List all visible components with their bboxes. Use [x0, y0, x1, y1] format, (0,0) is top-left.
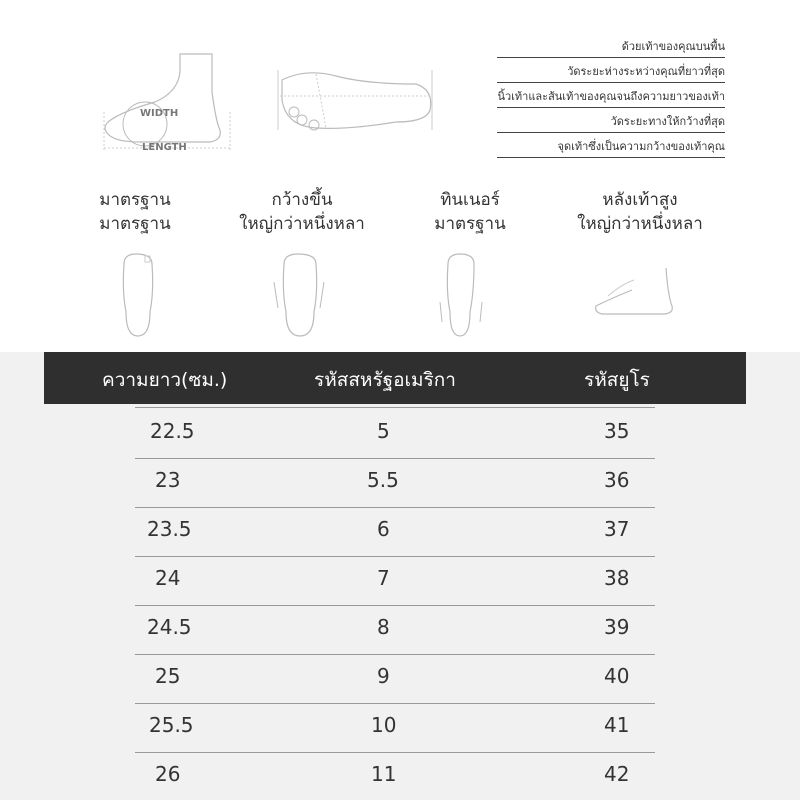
- high-instep-foot-icon: [592, 266, 682, 326]
- foot-type-high-instep: หลังเท้าสูง ใหญ่กว่าหนึ่งหลา: [577, 190, 703, 234]
- foot-type-standard: มาตรฐาน มาตรฐาน: [99, 190, 171, 234]
- instruction-line: จุดเท้าซึ่งเป็นความกว้างของเท้าคุณ: [557, 140, 725, 153]
- foot-type-wide: กว้างขึ้น ใหญ่กว่าหนึ่งหลา: [239, 190, 365, 234]
- instruction-line: นิ้วเท้าและส้นเท้าของคุณจนถึงความยาวของเท้า: [497, 90, 725, 103]
- measure-instructions: [497, 36, 725, 161]
- table-row: 24.5 8 39: [135, 605, 655, 655]
- foot-type-thin: ทินเนอร์ มาตรฐาน: [434, 190, 506, 234]
- standard-foot-icon: [118, 252, 158, 342]
- side-foot-diagram: [100, 52, 240, 162]
- sole-foot-icon: [276, 70, 436, 140]
- header-eu: รหัสยูโร: [584, 369, 650, 391]
- wide-foot-icon: [270, 252, 330, 342]
- table-row: 25 9 40: [135, 654, 655, 704]
- length-label: LENGTH: [142, 142, 187, 153]
- table-row: 26 11 42: [155, 762, 630, 786]
- table-row: 22.5 5 35: [135, 409, 655, 459]
- table-row: 25.5 10 41: [135, 703, 655, 753]
- table-row: 23.5 6 37: [135, 507, 655, 557]
- instruction-line: วัดระยะห่างระหว่างคุณที่ยาวที่สุด: [567, 65, 725, 78]
- instruction-line: ด้วยเท้าของคุณบนพื้น: [621, 40, 725, 53]
- width-label: WIDTH: [140, 108, 179, 119]
- header-us: รหัสสหรัฐอเมริกา: [314, 369, 456, 391]
- sole-foot-diagram: [276, 70, 436, 140]
- header-length: ความยาว(ซม.): [102, 369, 228, 391]
- thin-foot-icon: [436, 252, 486, 342]
- table-row: 23 5.5 36: [135, 458, 655, 508]
- table-row: 24 7 38: [135, 556, 655, 606]
- size-table: [0, 352, 800, 800]
- divider: [135, 407, 655, 408]
- table-header: [44, 352, 746, 404]
- instruction-line: วัดระยะทางให้กว้างที่สุด: [610, 115, 725, 128]
